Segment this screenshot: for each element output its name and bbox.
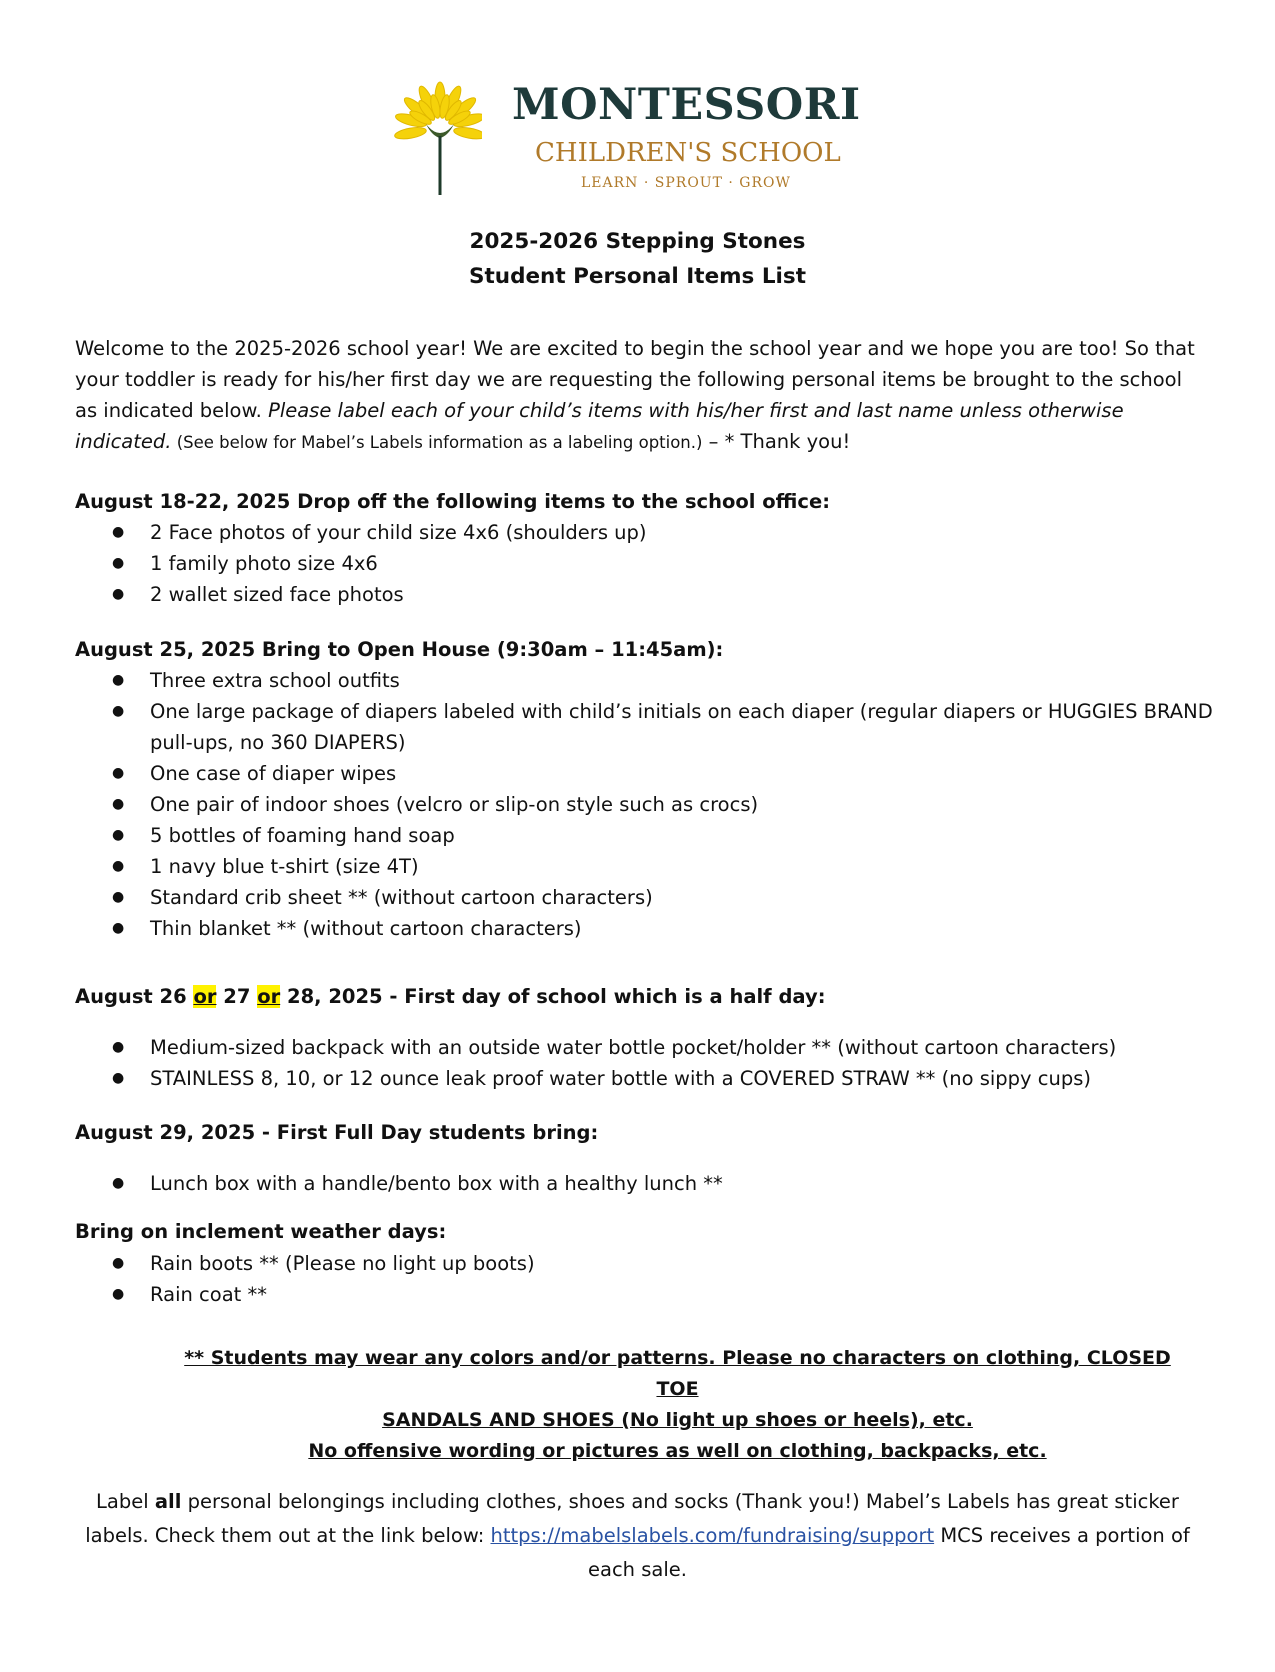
heading-part: 28, 2025 - First day of school which is a half day: — [280, 985, 826, 1008]
list-item: ● Three extra school outfits — [75, 665, 1225, 696]
note-line: No offensive wording or pictures as well on clothing, backpacks, etc. — [308, 1440, 1047, 1462]
page-title: 2025-2026 Stepping Stones — [469, 229, 806, 254]
sunflower-icon — [392, 80, 482, 195]
highlight-or: or — [257, 985, 281, 1008]
item-list — [75, 1168, 1225, 1199]
logo-tagline: LEARN · SPROUT · GROW — [581, 175, 791, 191]
intro-small: (See below for Mabel’s Labels information as a labeling option.) — [171, 433, 703, 452]
list-item: ● Standard crib sheet ** (without cartoon characters) — [75, 882, 1225, 913]
heading-part: 27 — [216, 985, 258, 1008]
list-item: ● One pair of indoor shoes (velcro or slip-on style such as crocs) — [75, 789, 1225, 820]
list-item: ● 2 Face photos of your child size 4x6 (shoulders up) — [75, 517, 1225, 548]
section-heading: Bring on inclement weather days: — [75, 1220, 447, 1243]
item-list — [75, 517, 1225, 610]
school-logo — [392, 80, 872, 195]
footer-text: MCS receives a portion of each sale. — [588, 1524, 1190, 1581]
note-line: ** Students may wear any colors and/or patterns. Please no characters on clothing, CLOSED TOE — [184, 1347, 1171, 1400]
section-heading — [75, 985, 826, 1008]
item-list — [75, 665, 1225, 944]
page-subtitle: Student Personal Items List — [469, 264, 806, 289]
note-line: SANDALS AND SHOES (No light up shoes or heels), etc. — [382, 1409, 973, 1431]
highlight-or: or — [193, 985, 217, 1008]
footer-text: Label — [96, 1490, 155, 1513]
section-heading: August 29, 2025 - First Full Day students bring: — [75, 1121, 599, 1144]
list-item: ● Medium-sized backpack with an outside water bottle pocket/holder ** (without cartoon characters) — [75, 1032, 1225, 1063]
logo-name: MONTESSORI — [512, 80, 861, 130]
footer-text: personal belongings including clothes, shoes and socks (Thank you!) Mabel’s Labels has great sticker labels. Check them out at the link below: — [85, 1490, 1179, 1547]
footer-bold: all — [154, 1490, 182, 1513]
item-list — [75, 1032, 1225, 1094]
section-heading: August 18-22, 2025 Drop off the following items to the school office: — [75, 490, 830, 513]
list-item: ● 1 family photo size 4x6 — [75, 548, 1225, 579]
list-item: ● STAINLESS 8, 10, or 12 ounce leak proof water bottle with a COVERED STRAW ** (no sippy cups) — [75, 1063, 1225, 1094]
list-item: ● 1 navy blue t-shirt (size 4T) — [75, 851, 1225, 882]
list-item: ● Rain boots ** (Please no light up boots) — [75, 1248, 1225, 1279]
intro-italic: Please label each of your child’s items with his/her first and last name unless otherwise indicated. — [75, 399, 1124, 453]
labels-footer — [75, 1485, 1200, 1587]
list-item: ● One case of diaper wipes — [75, 758, 1225, 789]
intro-text: Welcome to the 2025-2026 school year! We are excited to begin the school year and we hope you are too! So that your toddler is ready for his/her first day we are requesting the following personal items be brought to the school as indicated below. — [75, 337, 1195, 422]
list-item: ● Thin blanket ** (without cartoon characters) — [75, 913, 1225, 944]
logo-subtitle: CHILDREN'S SCHOOL — [535, 138, 841, 168]
list-item: ● Rain coat ** — [75, 1279, 1225, 1310]
mabels-labels-link[interactable]: https://mabelslabels.com/fundraising/support — [490, 1524, 935, 1547]
intro-end: – * Thank you! — [702, 430, 851, 453]
list-item: ● 5 bottles of foaming hand soap — [75, 820, 1225, 851]
intro-paragraph — [75, 333, 1205, 458]
heading-part: August 26 — [75, 985, 194, 1008]
clothing-note — [160, 1343, 1195, 1467]
list-item: ● One large package of diapers labeled with child’s initials on each diaper (regular diapers or HUGGIES BRAND pull-ups, no 360 DIAPERS) — [75, 696, 1225, 758]
section-heading: August 25, 2025 Bring to Open House (9:30am – 11:45am): — [75, 638, 724, 661]
item-list — [75, 1248, 1225, 1310]
list-item: ● Lunch box with a handle/bento box with a healthy lunch ** — [75, 1168, 1225, 1199]
list-item: ● 2 wallet sized face photos — [75, 579, 1225, 610]
